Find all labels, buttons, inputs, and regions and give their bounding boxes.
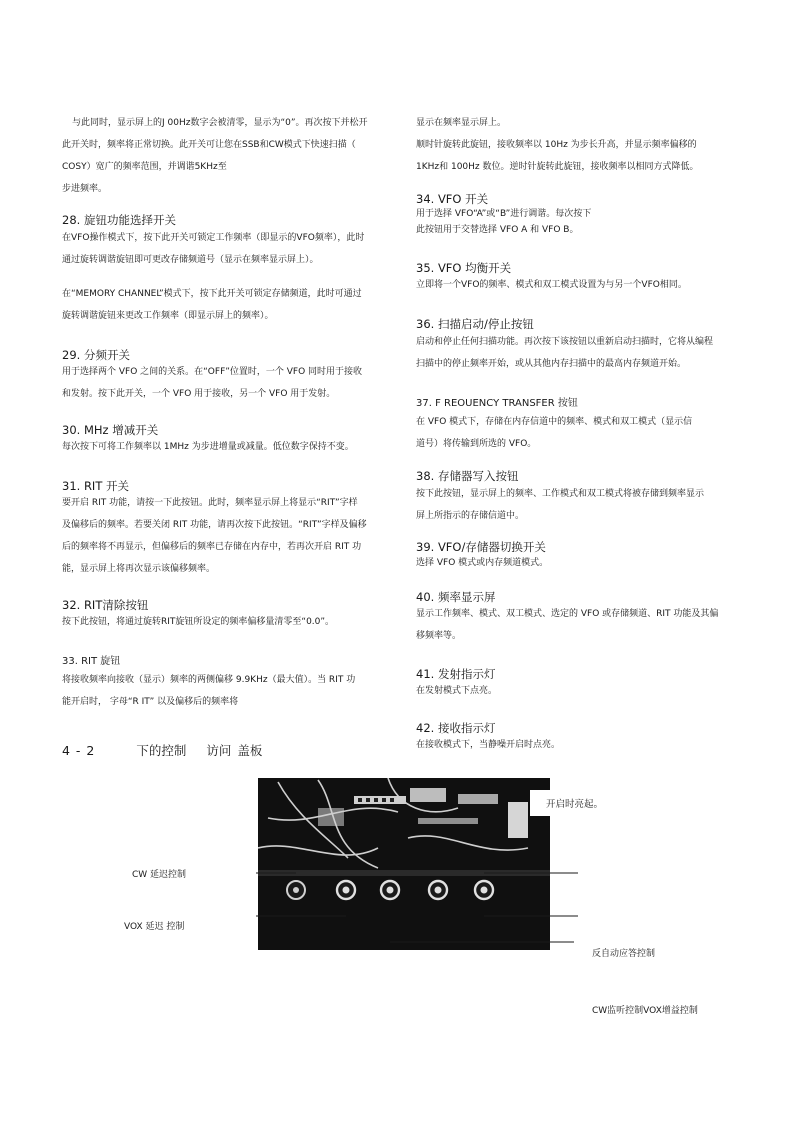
text-line: 1KHz和 100Hz 数位。逆时针旋转此旋钮，接收频率以相同方式降低。	[416, 162, 699, 172]
item-title: 29. 分频开关	[62, 348, 130, 362]
knob-cw-monitor[interactable]	[381, 881, 399, 899]
item-title: 28. 旋钮功能选择开关	[62, 213, 176, 227]
item-title: 41. 发射指示灯	[416, 667, 496, 681]
section-title-b: 访问 盖板	[206, 743, 263, 758]
text-line: 显示工作频率、模式、双工模式、选定的 VFO 或存储频道、RIT 功能及其偏	[416, 609, 719, 619]
text-line: 在VFO操作模式下，按下此开关可锁定工作频率（即显示的VFO频率），此时	[62, 233, 365, 243]
text-line: 能，显示屏上将再次显示该偏移频率。	[62, 564, 216, 574]
item-34	[416, 191, 741, 238]
text-line: 在发射模式下点亮。	[416, 686, 498, 696]
item-37	[416, 396, 741, 455]
item-title: 32. RIT清除按钮	[62, 598, 149, 612]
section-heading	[62, 741, 262, 759]
text-line: 移频率等。	[416, 631, 462, 641]
item-title: 38. 存储器写入按钮	[416, 469, 519, 483]
intro-paragraph	[62, 112, 387, 200]
item-32	[62, 597, 387, 633]
item-38	[416, 468, 741, 527]
item-title: 31. RIT 开关	[62, 479, 130, 493]
section-number: 4 - 2	[62, 743, 95, 758]
text-line: 和发射。按下此开关，一个 VFO 用于接收，另一个 VFO 用于发射。	[62, 389, 336, 399]
overlap-text: 开启时亮起。	[546, 799, 604, 810]
item-title: 37. F REOUENCY TRANSFER 按钮	[416, 398, 578, 409]
continued-paragraph	[416, 112, 741, 178]
text-line: 立即将一个VFO的频率、模式和双工模式设置为与另一个VFO相同。	[416, 280, 687, 290]
text-line: 用于选择两个 VFO 之间的关系。在“OFF”位置时，一个 VFO 同时用于接收	[62, 367, 363, 377]
text-line: 启动和停止任何扫描功能。再次按下该按钮以重新启动扫描时，它将从编程	[416, 337, 714, 347]
item-title: 42. 接收指示灯	[416, 721, 496, 735]
label-monitor-gain: CW监听控制VOX增益控制	[592, 1006, 698, 1016]
knob-vox-delay[interactable]	[337, 881, 355, 899]
text-line: 按下此按钮，显示屏上的频率、工作模式和双工模式将被存储到频率显示	[416, 489, 705, 499]
item-title: 30. MHz 增减开关	[62, 423, 159, 437]
item-30	[62, 422, 387, 458]
item-title: 40. 频率显示屏	[416, 590, 496, 604]
text-line: 在“MEMORY CHANNEL”模式下，按下此开关可锁定存储频道，此时可通过	[62, 289, 362, 299]
text-line: 此开关时，频率将正常切换。此开关可让您在SSB和CW模式下快速扫描（	[62, 140, 356, 150]
text-line: 旋转调谐旋钮来更改工作频率（即显示屏上的频率）。	[62, 311, 274, 321]
item-29	[62, 347, 387, 405]
section-title-a: 下的控制	[136, 743, 187, 758]
text-line: 屏上所指示的存储信道中。	[416, 511, 525, 521]
text-line: 显示在频率显示屏上。	[416, 118, 507, 128]
item-41	[416, 666, 741, 702]
item-title: 36. 扫描启动/停止按钮	[416, 317, 534, 331]
text-line: COSY）宽广的频率范围，并调谐5KHz至	[62, 162, 227, 172]
knob-anti-vox[interactable]	[429, 881, 447, 899]
text-line: 步进频率。	[62, 184, 108, 194]
item-title: 33. RIT 旋钮	[62, 656, 121, 667]
item-42	[416, 720, 741, 756]
label-anti-vox: 反自动应答控制	[592, 949, 656, 959]
text-line: 顺时针旋转此旋钮，接收频率以 10Hz 为步长升高，并显示频率偏移的	[416, 140, 697, 150]
text-line: 用于选择 VFO“A”或“B”进行调谐。每次按下	[416, 209, 592, 219]
item-40	[416, 589, 741, 647]
text-line: 每次按下可将工作频率以 1MHz 为步进增量或减量。低位数字保持不变。	[62, 442, 354, 452]
text-line: 及偏移后的频率。若要关闭 RIT 功能，请再次按下此按钮。“RIT”字样及偏移	[62, 520, 367, 530]
text-line: 在 VFO 模式下，存储在内存信道中的频率、模式和双工模式（显示信	[416, 417, 693, 427]
item-31	[62, 478, 387, 580]
item-28	[62, 212, 387, 327]
text-line: 在接收模式下，当静噪开启时点亮。	[416, 740, 561, 750]
text-line: 后的频率将不再显示，但偏移后的频率已存储在内存中，若再次开启 RIT 功	[62, 542, 362, 552]
item-title: 35. VFO 均衡开关	[416, 261, 512, 275]
knob-vox-gain[interactable]	[475, 881, 493, 899]
text-line: 要开启 RIT 功能，请按一下此按钮。此时，频率显示屏上将显示“RIT”字样	[62, 498, 358, 508]
text-line: 扫描中的停止频率开始，或从其他内存扫描中的最高内存频道开始。	[416, 359, 687, 369]
label-vox-delay: VOX 延迟 控制	[124, 922, 185, 932]
text-line: 道号）将传输到所选的 VFO。	[416, 439, 537, 449]
item-39	[416, 539, 741, 571]
text-line: 能开启时， 字母“R IT” 以及偏移后的频率将	[62, 697, 239, 707]
item-33	[62, 654, 387, 713]
item-36	[416, 316, 741, 375]
text-line: 按下此按钮，将通过旋转RIT旋钮所设定的频率偏移量清零至“0.0”。	[62, 617, 335, 627]
text-line: 此按钮用于交替选择 VFO A 和 VFO B。	[416, 225, 579, 235]
item-35	[416, 260, 741, 296]
panel-edge	[258, 870, 550, 876]
knob-cw-delay[interactable]	[287, 881, 305, 899]
text-line: 与此同时，显示屏上的J 00Hz数字会被清零，显示为“0”。再次按下并松开	[72, 118, 368, 128]
item-title: 34. VFO 开关	[416, 192, 489, 206]
text-line: 选择 VFO 模式或内存频道模式。	[416, 558, 549, 568]
text-line: 将接收频率向接收（显示）频率的两侧偏移 9.9KHz（最大值）。当 RIT 功	[62, 675, 356, 685]
text-line: 通过旋转调谐旋钮即可更改存储频道号（显示在频率显示屏上）。	[62, 255, 319, 265]
under-cover-photo	[258, 778, 550, 950]
label-cw-delay: CW 延迟控制	[132, 870, 187, 880]
item-title: 39. VFO/存储器切换开关	[416, 540, 546, 554]
